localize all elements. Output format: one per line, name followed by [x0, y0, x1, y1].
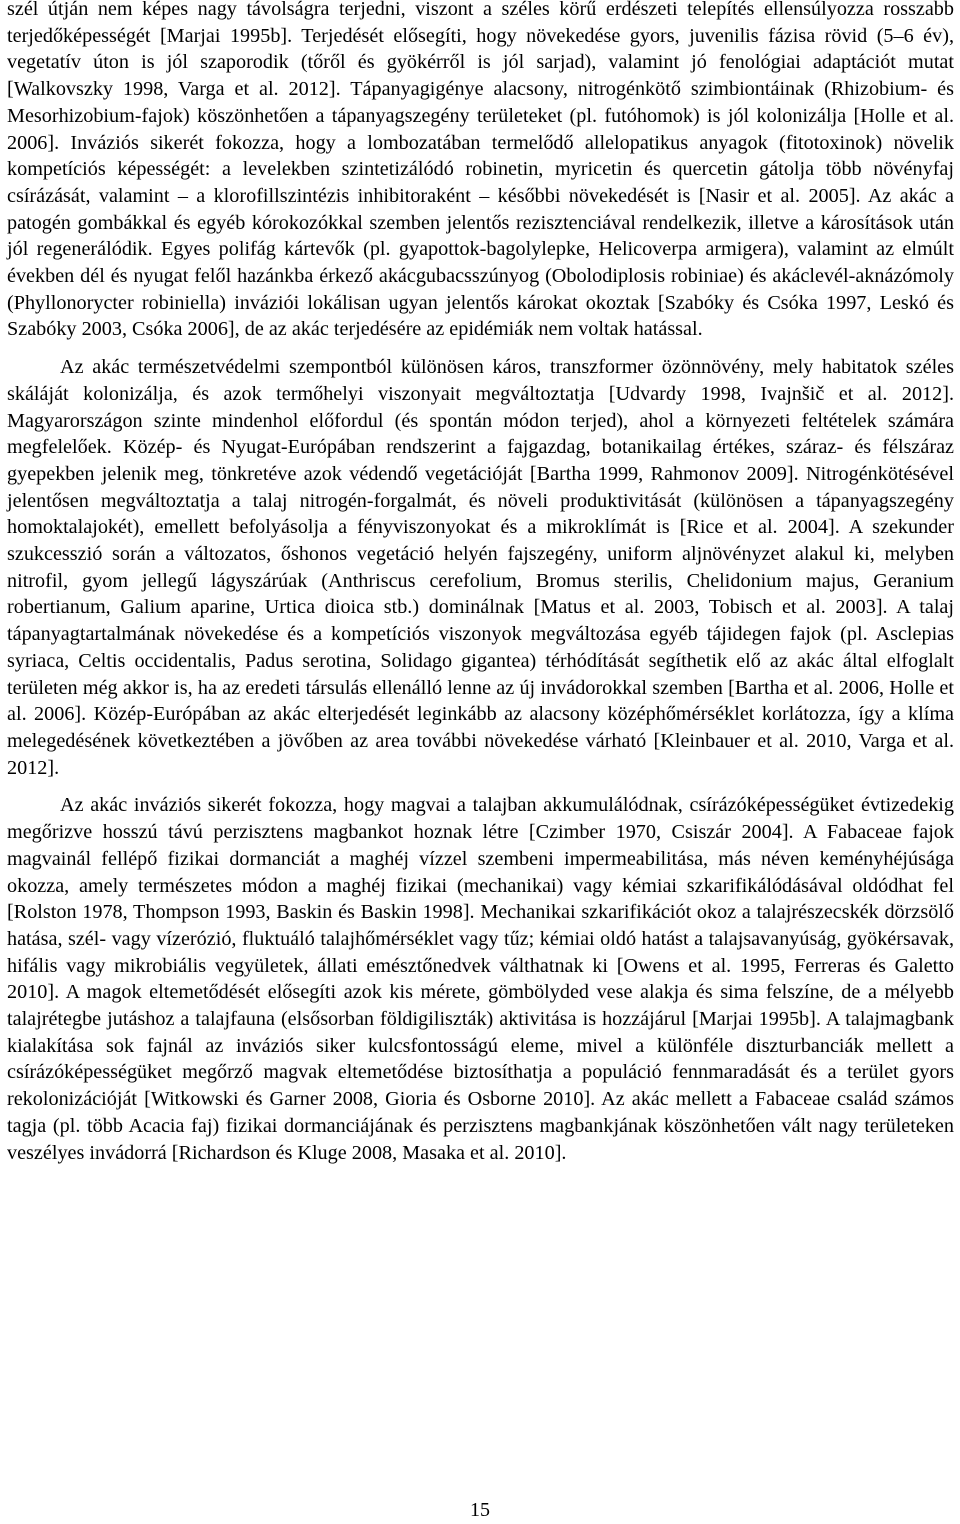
paragraph-2: Az akác természetvédelmi szempontból különösen káros, transzformer özönnövény, mely habitatok széles skáláját kolonizálja, és azok termőhelyi viszonyait megváltoztatja [Udvardy 1998, Ivajnšič et al. 2012]. Magyarországon szinte mindenhol előfordul (és spontán módon terjed), ahol a környezeti feltételek számára megfelelőek. Közép- és Nyugat-Európában rendszerint a fajgazdag, botanikailag értékes, száraz- és félszáraz gyepekben jelenik meg, tönkretéve azok védendő vegetációját [Bartha 1999, Rahmonov 2009]. Nitrogénkötésével jelentősen megváltoztatja a talaj nitrogén-forgalmát, és növeli produktivitását (különösen a tápanyagszegény homoktalajokét), emellett befolyásolja a fényviszonyokat és a mikroklímát is [Rice et al. 2004]. A szekunder szukcesszió során a változatos, őshonos vegetáció helyén fajszegény, uniform aljnövényzet alakul ki, melyben nitrofil, gyom jellegű lágyszárúak (Anthriscus cerefolium, Bromus sterilis, Chelidonium majus, Geranium robertianum, Galium aparine, Urtica dioica stb.) dominálnak [Matus et al. 2003, Tobisch et al. 2003]. A talaj tápanyagtartalmának növekedése és a kompetíciós viszonyok megváltozása egyéb tájidegen fajok (pl. Asclepias syriaca, Celtis occidentalis, Padus serotina, Solidago gigantea) térhódítását segíthetik elő az akác által elfoglalt területen még akkor is, ha az eredeti társulás ellenálló lenne az új invádorokkal szemben [Bartha et al. 2006, Holle et al. 2006]. Közép-Európában az akác elterjedését leginkább az alacsony középhőmérséklet korlátozza, így a klíma melegedésének következtében a jövőben az area további növekedése várható [Kleinbauer et al. 2010, Varga et al. 2012]. — [7, 356, 954, 779]
paragraph-3: Az akác inváziós sikerét fokozza, hogy magvai a talajban akkumulálódnak, csírázóképességüket évtizedekig megőrizve hosszú távú perzisztens magbankot hoznak létre [Czimber 1970, Csiszár 2004]. A Fabaceae fajok magvainál fellépő fizikai dormanciát a maghéj vízzel szembeni impermeabilitása, más néven keményhéjúsága okozza, amely természetes módon a maghéj fizikai (mechanikai) vagy kémiai szkarifikálódásával oldódhat fel [Rolston 1978, Thompson 1993, Baskin és Baskin 1998]. Mechanikai szkarifikációt okoz a talajrészecskék dörzsölő hatása, szél- vagy vízerózió, fluktuáló talajhőmérséklet vagy tűz; kémiai oldó hatást a talajsavanyúság, gyökérsavak, hifális vagy mikrobiális vegyületek, állati emésztőnedvek válthatnak ki [Owens et al. 1995, Ferreras és Galetto 2010]. A magok eltemetődését elősegíti azok kis mérete, gömbölyded vese alakja és sima felszíne, de a mélyebb talajrétegbe jutáshoz a talajfauna (elsősorban földigiliszták) aktivitása is hozzájárul [Marjai 1995b]. A talajmagbank kialakítása sok fajnál az inváziós siker kulcsfontosságú eleme, mivel a különféle diszturbanciák mellett a csírázóképességüket megőrző magvak eltemetődése biztosíthatja a populáció fennmaradását és a terület gyors rekolonizációját [Witkowski és Garner 2008, Gioria és Osborne 2010]. Az akác mellett a Fabaceae család számos tagja (pl. több Acacia faj) fizikai dormanciájának és perzisztens magbankjának köszönhetően vált nagy területeken veszélyes invádorrá [Richardson és Kluge 2008, Masaka et al. 2010]. — [7, 794, 954, 1164]
paragraph-1: szél útján nem képes nagy távolságra terjedni, viszont a széles körű erdészeti telepítés ellensúlyozza rosszabb terjedőképességét [Marjai 1995b]. Terjedését elősegíti, hogy növekedése gyors, juvenilis fázisa rövid (5–6 év), vegetatív úton is jól szaporodik (tőről és gyökérről is jól sarjad), valamint jó fenológiai adaptációt mutat [Walkovszky 1998, Varga et al. 2012]. Tápanyagigénye alacsony, nitrogénkötő szimbiontáinak (Rhizobium- és Mesorhizobium-fajok) köszönhetően a tápanyagszegény területeket (pl. futóhomok) is jól kolonizálja [Holle et al. 2006]. Inváziós sikerét fokozza, hogy a lombozatában termelődő allelopatikus anyagok (fitotoxinok) növelik kompetíciós képességét: a levelekben szintetizálódó robinetin, myricetin és quercetin gátolja több növényfaj csírázását, valamint – a klorofillszintézis inhibitoraként – későbbi növekedését is [Nasir et al. 2005]. Az akác a patogén gombákkal és egyéb kórokozókkal szemben jelentős rezisztenciával rendelkezik, illetve a károsítások után jól regenerálódik. Egyes polifág kártevők (pl. gyapottok-bagolylepke, Helicoverpa armigera), valamint az elmúlt években dél és nyugat felől hazánkba érkező akácgubacsszúnyog (Obolodiplosis robiniae) és akáclevél-aknázómoly (Phyllonorycter robiniella) inváziói lokálisan ugyan jelentős károkat okoztak [Szabóky és Csóka 1997, Leskó és Szabóky 2003, Csóka 2006], de az akác terjedésére az epidémiák nem voltak hatással. — [7, 0, 954, 341]
page-body — [7, 0, 954, 1166]
page-number: 15 — [470, 1499, 490, 1521]
